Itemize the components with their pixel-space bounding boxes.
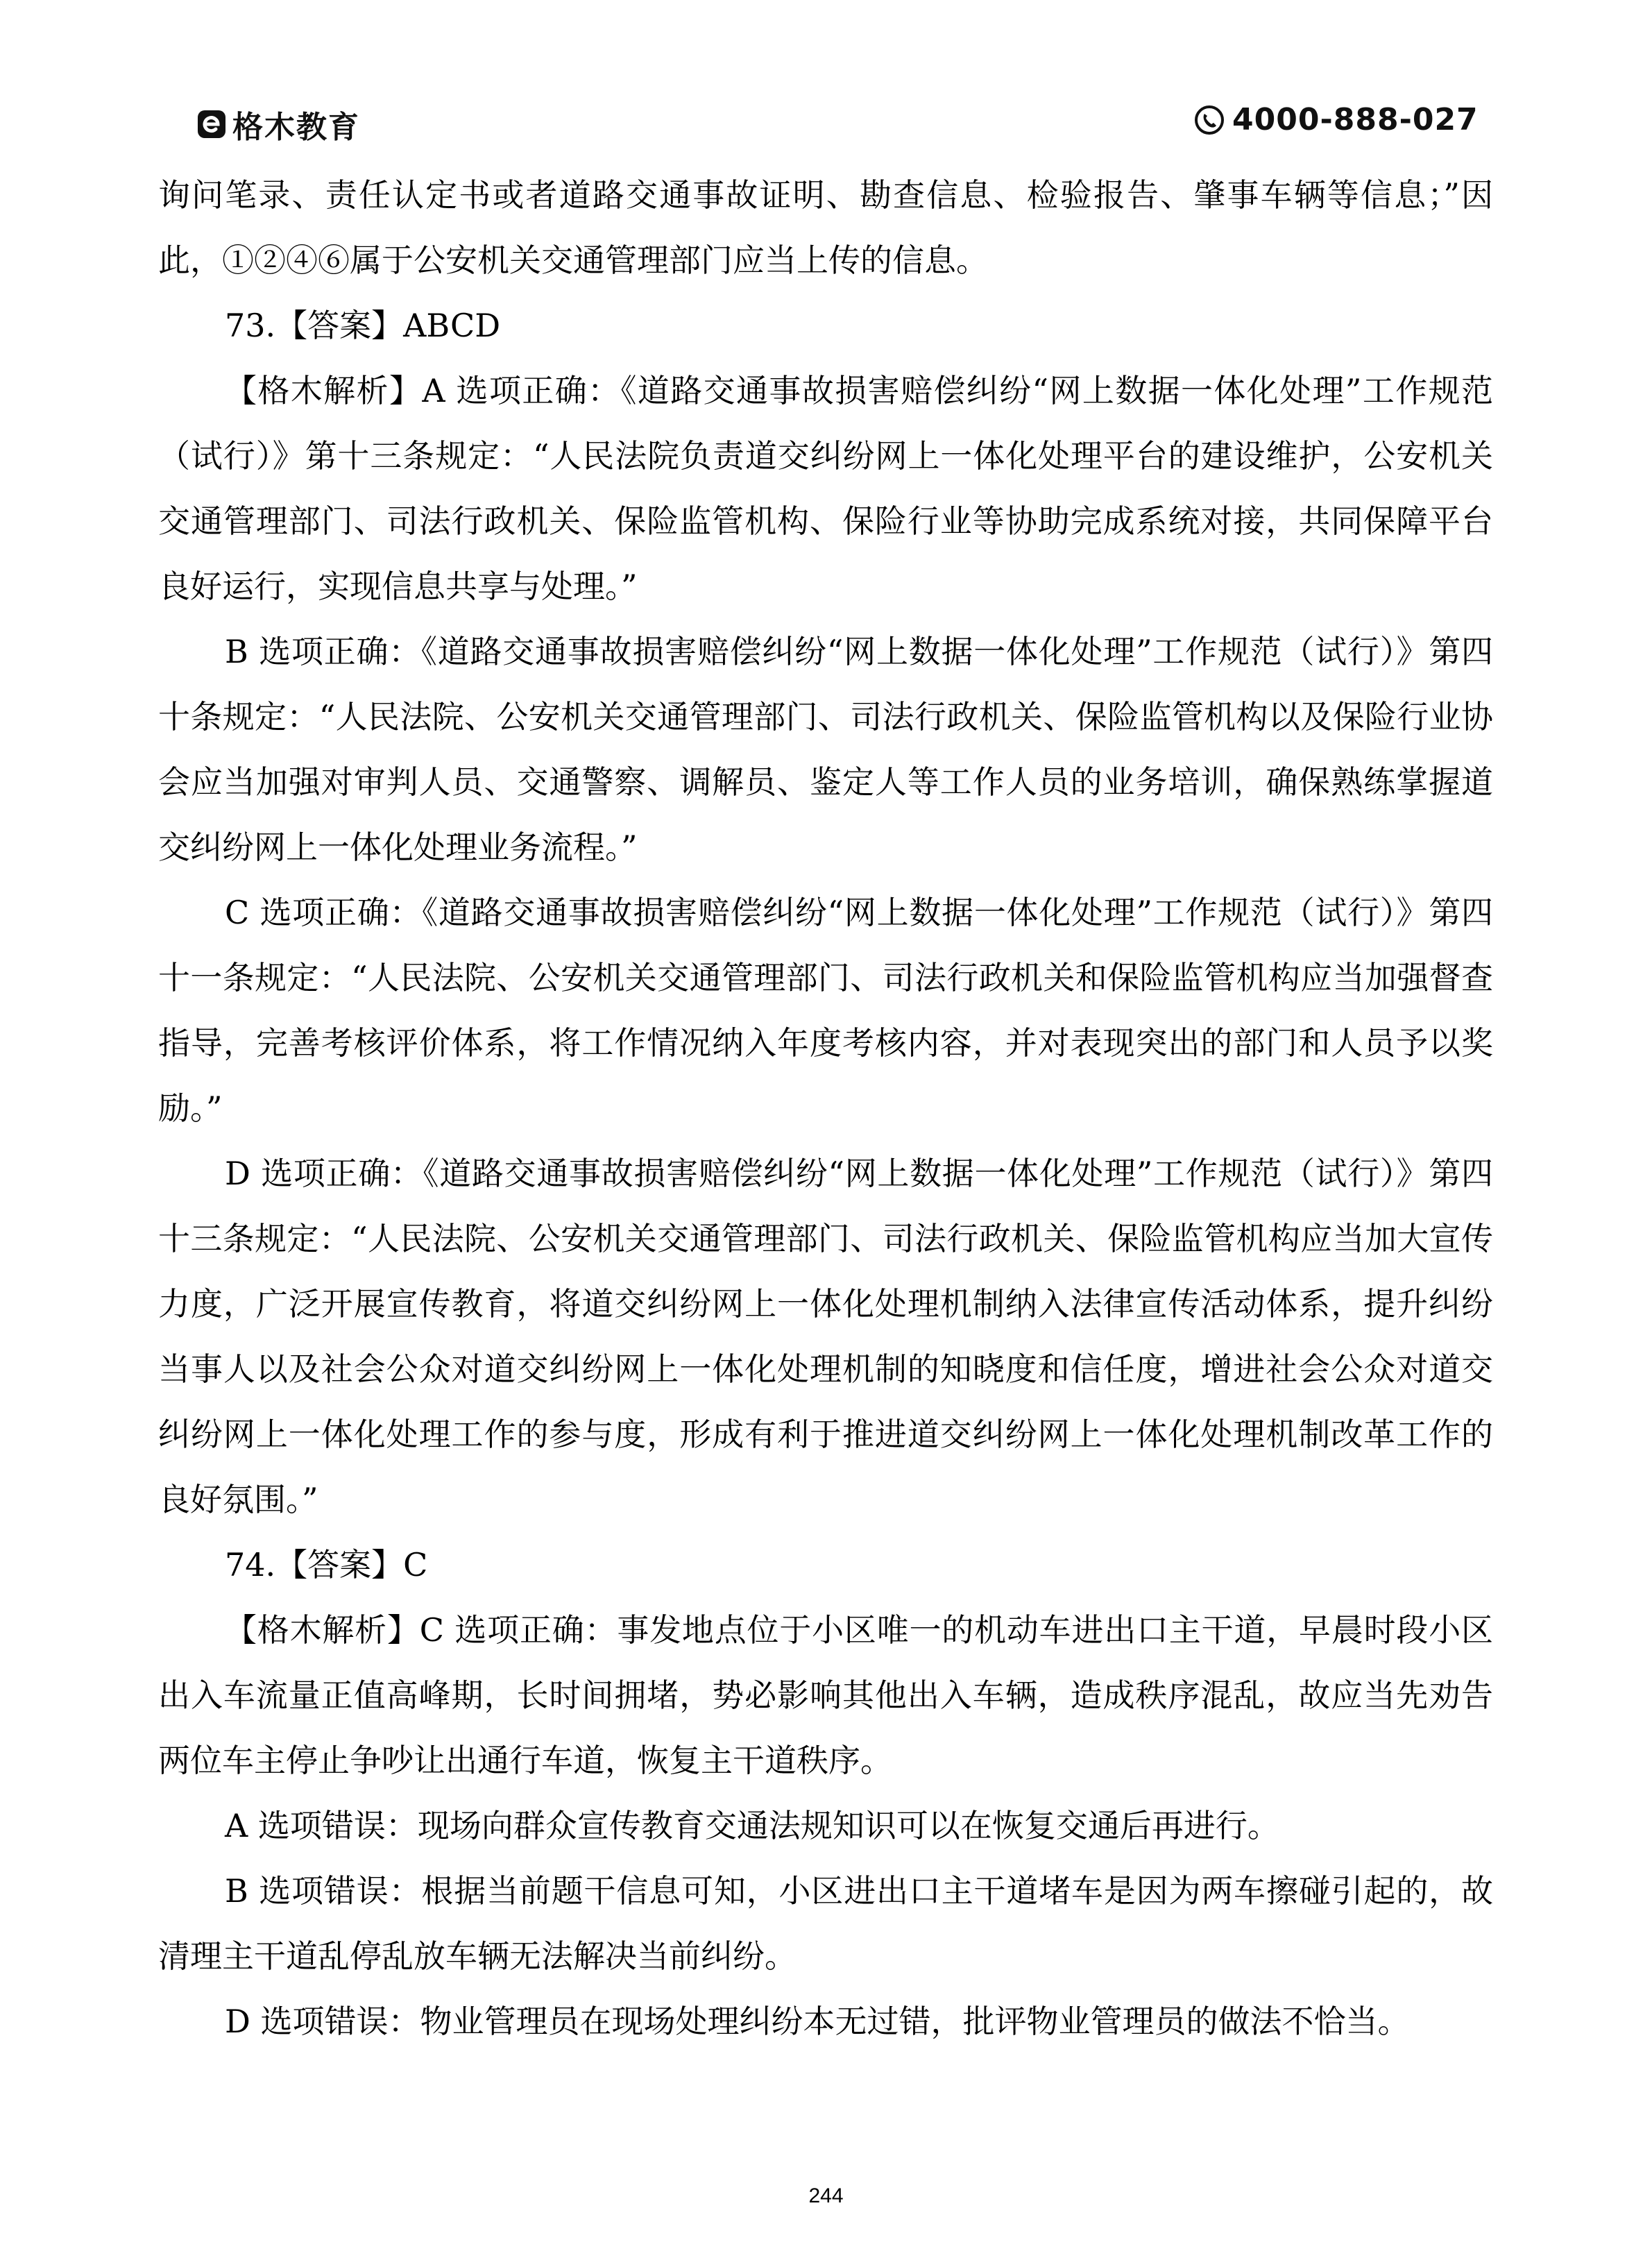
page-header [0, 101, 1652, 149]
analysis-74-option-b: B 选项错误：根据当前题干信息可知，小区进出口主干道堵车是因为两车擦碰引起的，故清理主干道乱停乱放车辆无法解决当前纠纷。 [158, 1872, 1493, 1975]
analysis-74-option-a: A 选项错误：现场向群众宣传教育交通法规知识可以在恢复交通后再进行。 [225, 1807, 1279, 1844]
phone-icon [1193, 104, 1225, 136]
logo-text: 格木教育 [232, 110, 360, 145]
analysis-73-option-a: 【格木解析】A 选项正确：《道路交通事故损害赔偿纠纷“网上数据一体化处理”工作规范（试行）》第十三条规定：“人民法院负责道交纠纷网上一体化处理平台的建设维护，公安机关交通管理部门、司法行政机关、保险监管机构、保险行业等协助完成系统对接，共同保障平台良好运行，实现信息共享与处理。” [158, 372, 1493, 605]
document-body [158, 162, 1493, 2054]
analysis-73-option-c: C 选项正确：《道路交通事故损害赔偿纠纷“网上数据一体化处理”工作规范（试行）》第四十一条规定：“人民法院、公安机关交通管理部门、司法行政机关和保险监管机构应当加强督查指导，完善考核评价体系，将工作情况纳入年度考核内容，并对表现突出的部门和人员予以奖励。” [158, 894, 1493, 1127]
analysis-73-option-d: D 选项正确：《道路交通事故损害赔偿纠纷“网上数据一体化处理”工作规范（试行）》第四十三条规定：“人民法院、公安机关交通管理部门、司法行政机关、保险监管机构应当加大宣传力度，广泛开展宣传教育，将道交纠纷网上一体化处理机制纳入法律宣传活动体系，提升纠纷当事人以及社会公众对道交纠纷网上一体化处理机制的知晓度和信任度，增进社会公众对道交纠纷网上一体化处理工作的参与度，形成有利于推进道交纠纷网上一体化处理机制改革工作的良好氛围。” [158, 1155, 1493, 1518]
answer-74-heading: 74.【答案】C [225, 1546, 428, 1583]
page-number: 244 [808, 2184, 844, 2207]
paragraph-continuation: 询问笔录、责任认定书或者道路交通事故证明、勘查信息、检验报告、肇事车辆等信息；”因此，①②④⑥属于公安机关交通管理部门应当上传的信息。 [158, 176, 1493, 279]
analysis-74-option-d: D 选项错误：物业管理员在现场处理纠纷本无过错，批评物业管理员的做法不恰当。 [225, 2003, 1410, 2040]
analysis-74-option-c: 【格木解析】C 选项正确：事发地点位于小区唯一的机动车进出口主干道，早晨时段小区出入车流量正值高峰期，长时间拥堵，势必影响其他出入车辆，造成秩序混乱，故应当先劝告两位车主停止争吵让出通行车道，恢复主干道秩序。 [158, 1611, 1493, 1779]
hotline-number: 4000-888-027 [1232, 102, 1479, 137]
analysis-73-option-b: B 选项正确：《道路交通事故损害赔偿纠纷“网上数据一体化处理”工作规范（试行）》第四十条规定：“人民法院、公安机关交通管理部门、司法行政机关、保险监管机构以及保险行业协会应当加强对审判人员、交通警察、调解员、鉴定人等工作人员的业务培训，确保熟练掌握道交纠纷网上一体化处理业务流程。” [158, 633, 1493, 866]
hotline [1193, 102, 1479, 137]
answer-73-heading: 73.【答案】ABCD [225, 307, 501, 344]
brand-logo [196, 102, 360, 146]
gemu-logo-icon [196, 109, 227, 139]
